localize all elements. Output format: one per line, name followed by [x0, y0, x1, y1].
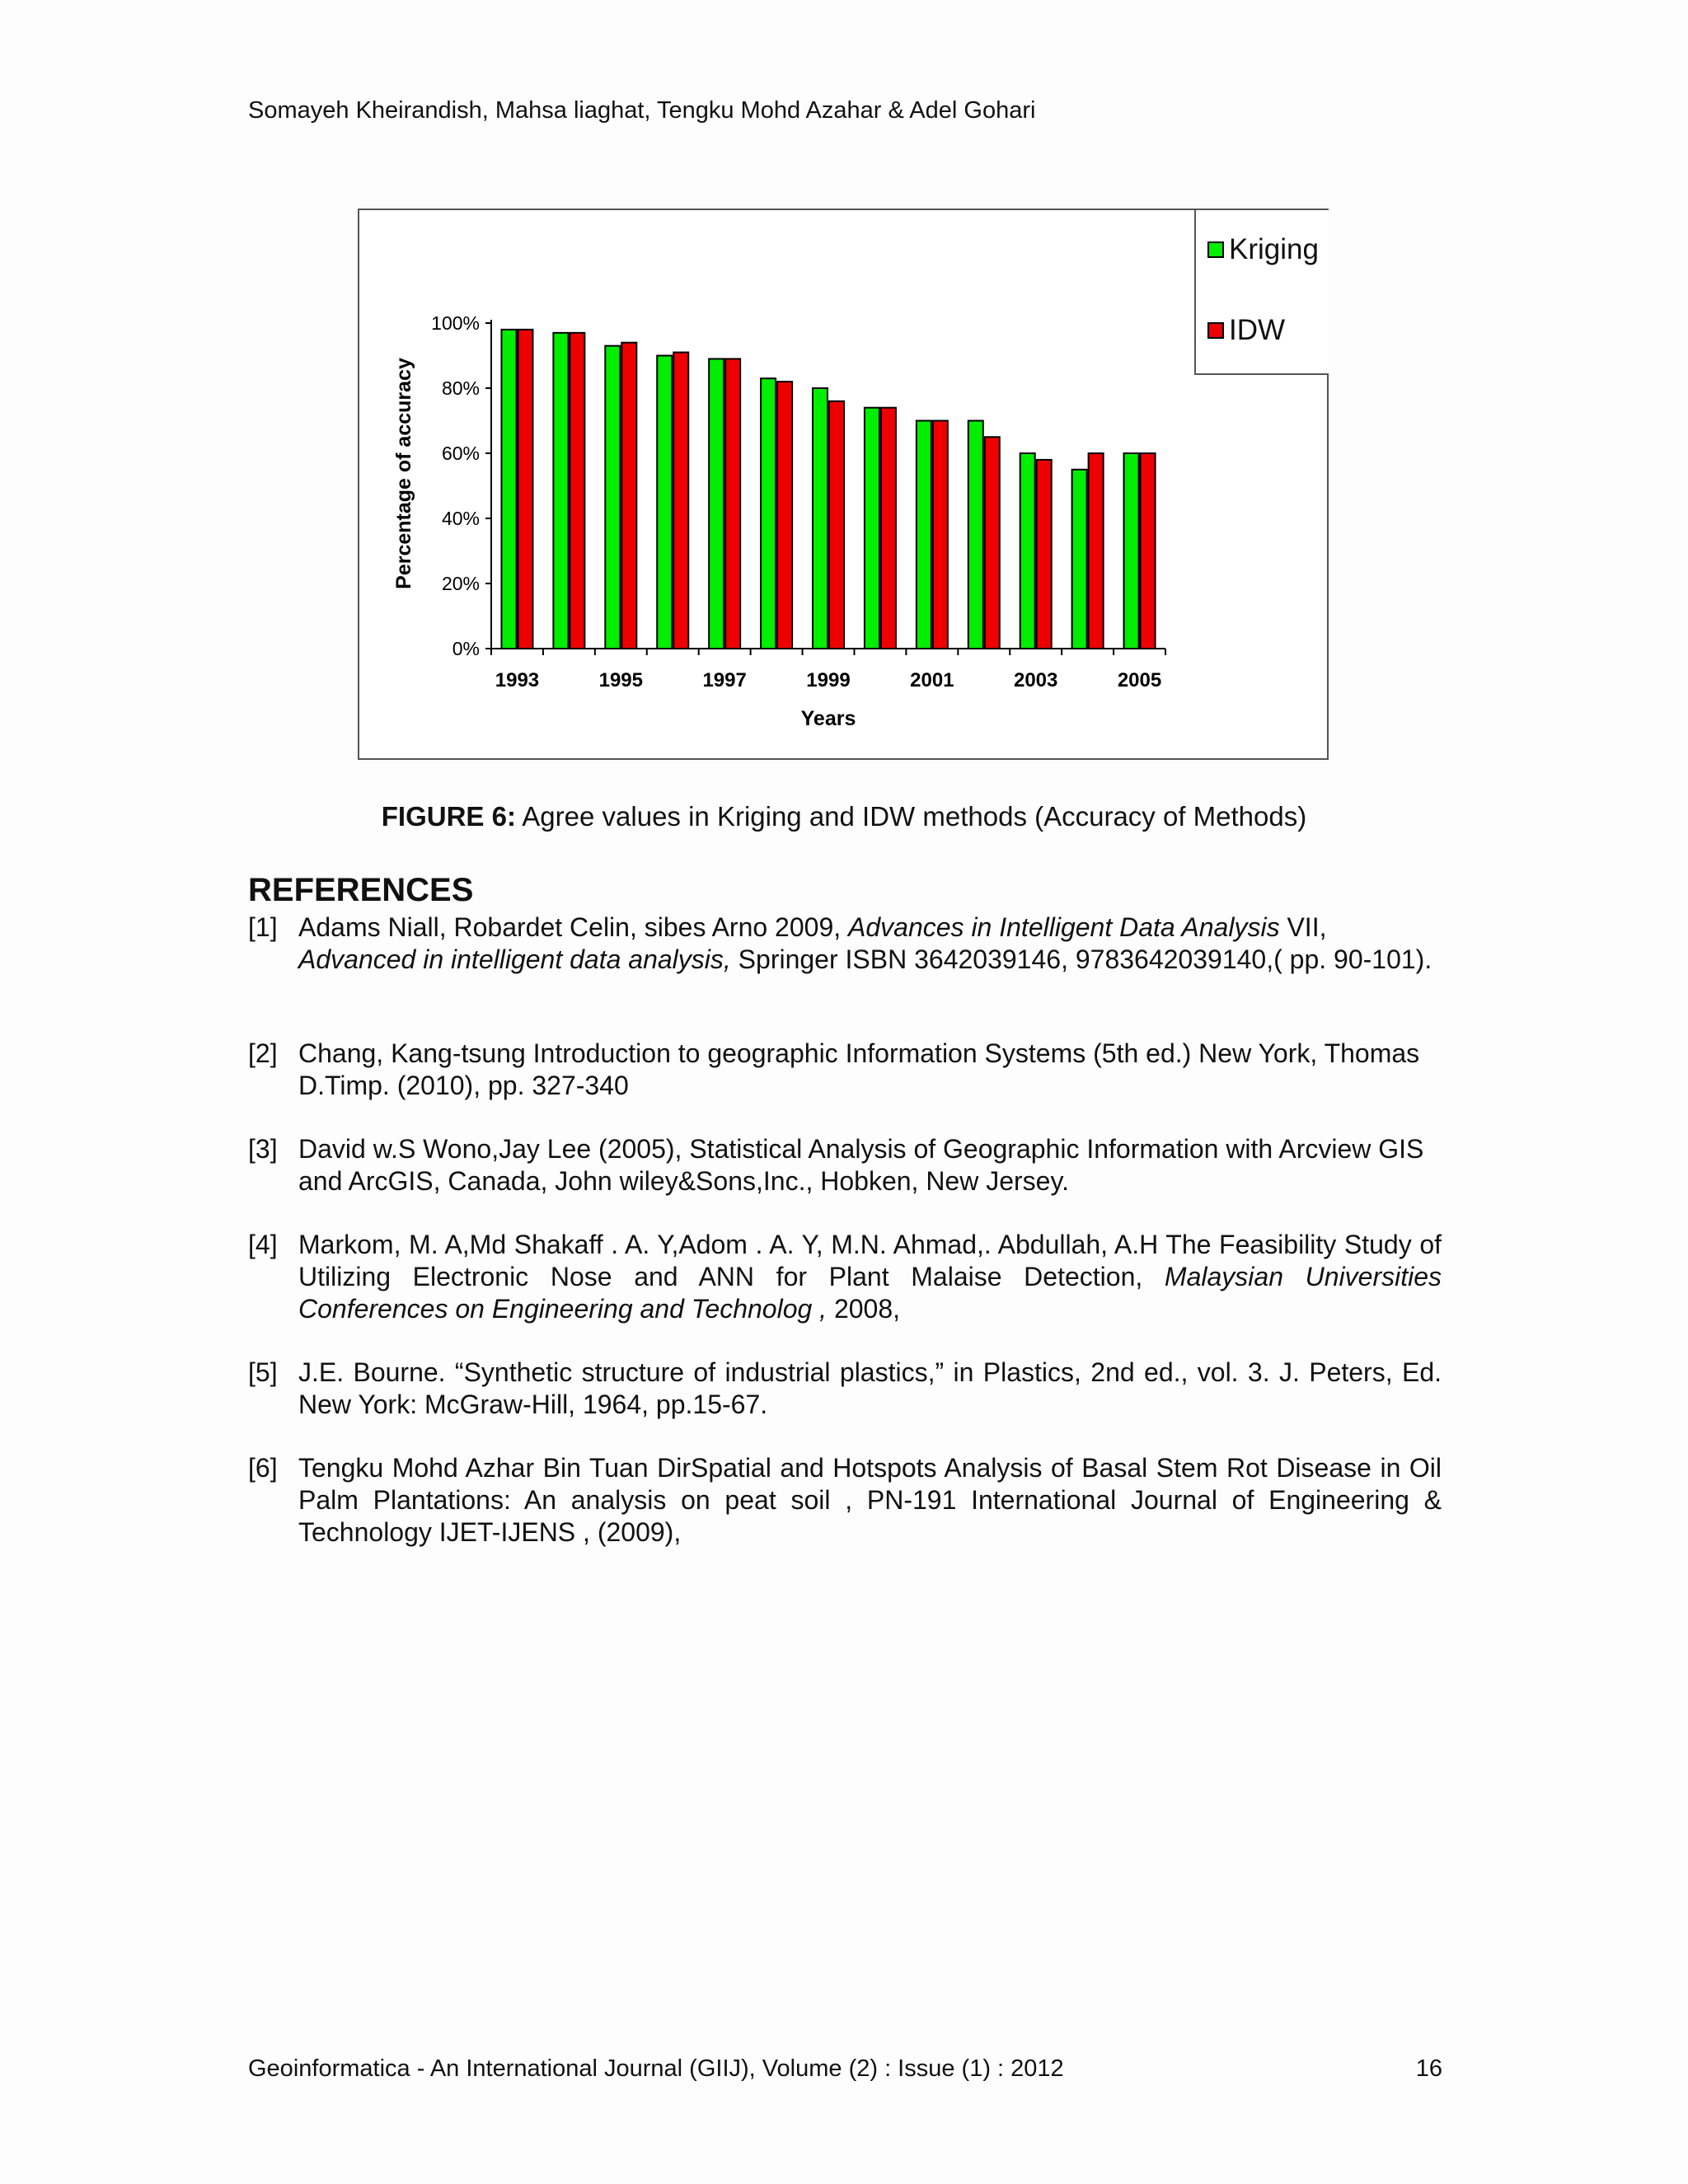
x-tick-label: 1995 [598, 669, 644, 691]
bar-idw-2003 [1037, 460, 1052, 649]
chart-legend [1194, 210, 1329, 375]
bar-idw-1993 [518, 330, 532, 649]
y-tick-label: 20% [441, 573, 480, 594]
reference-text-part: Springer ISBN 3642039146, 9783642039140,( pp. 90-101). [730, 944, 1432, 974]
bar-idw-2004 [1089, 453, 1104, 649]
bar-idw-1999 [829, 401, 844, 649]
figure-caption-text: Agree values in Kriging and IDW methods (Accuracy of Methods) [515, 801, 1307, 832]
bar-kriging-2001 [917, 421, 931, 649]
reference-item-6 [248, 1452, 1442, 1549]
accuracy-bar-chart [358, 209, 1329, 760]
x-tick-label: 1997 [702, 669, 747, 691]
bar-idw-2005 [1141, 453, 1156, 649]
reference-item-1 [248, 912, 1442, 976]
bar-idw-1998 [777, 382, 792, 649]
reference-text: J.E. Bourne. “Synthetic structure of industrial plastics,” in Plastics, 2nd ed., vol. 3. J. Peters, Ed. New York: McGraw-Hill, 1964, pp.15-67. [298, 1357, 1442, 1419]
reference-item-5 [248, 1357, 1442, 1421]
reference-text [298, 912, 1442, 976]
bar-kriging-1997 [709, 359, 724, 649]
legend-swatch-idw [1207, 322, 1224, 339]
bar-kriging-1993 [501, 330, 516, 649]
bar-kriging-1998 [761, 378, 776, 649]
bar-idw-2001 [933, 421, 948, 649]
legend-swatch-kriging [1207, 241, 1224, 258]
bar-idw-1997 [725, 359, 740, 649]
legend-label-kriging: Kriging [1229, 233, 1319, 265]
figure-caption [0, 801, 1688, 832]
x-tick-label: 2005 [1117, 669, 1162, 691]
x-axis-title: Years [800, 707, 856, 730]
legend-label-idw: IDW [1229, 314, 1286, 346]
page-number: 16 [1415, 2055, 1442, 2082]
running-head-authors: Somayeh Kheirandish, Mahsa liaghat, Tengku Mohd Azahar & Adel Gohari [248, 97, 1036, 124]
reference-item-4 [248, 1229, 1442, 1325]
reference-number: [4] [248, 1230, 278, 1259]
chart-plot-area [359, 210, 1327, 758]
legend-item-kriging [1207, 233, 1319, 266]
reference-text: David w.S Wono,Jay Lee (2005), Statistical Analysis of Geographic Information with Arcview GIS and ArcGIS, Canada, John wiley&Sons,Inc., Hobken, New Jersey. [298, 1134, 1424, 1196]
reference-text: Chang, Kang-tsung Introduction to geographic Information Systems (5th ed.) New York, Thomas D.Timp. (2010), pp. 327-340 [298, 1038, 1420, 1100]
reference-conference-title: Malaysian Universities Conferences on Engineering and Technolog , [298, 1262, 1442, 1324]
bar-kriging-2005 [1124, 453, 1139, 649]
page-footer-journal: Geoinformatica - An International Journal (GIIJ), Volume (2) : Issue (1) : 2012 [248, 2055, 1064, 2082]
x-tick-label: 1993 [495, 669, 540, 691]
reference-text-part: Adams Niall, Robardet Celin, sibes Arno 2009, [298, 912, 849, 942]
reference-book-title: Advances in Intelligent Data Analysis [848, 912, 1280, 942]
reference-item-2 [248, 1038, 1442, 1102]
reference-number: [1] [248, 912, 278, 942]
reference-number: [3] [248, 1134, 278, 1164]
bar-kriging-2000 [865, 408, 879, 649]
y-axis-title: Percentage of accuracy [392, 358, 415, 589]
y-tick-label: 60% [441, 443, 480, 464]
x-tick-label: 1999 [806, 669, 851, 691]
reference-text-part: VII, [1279, 912, 1327, 942]
bar-kriging-2003 [1020, 453, 1035, 649]
bar-kriging-1994 [553, 333, 568, 649]
bar-idw-2000 [881, 408, 896, 649]
bar-kriging-1999 [813, 388, 828, 649]
reference-number: [6] [248, 1453, 278, 1483]
bar-kriging-2004 [1072, 470, 1087, 649]
x-tick-label: 2001 [910, 669, 954, 691]
bar-kriging-1996 [657, 356, 672, 649]
reference-series-title: Advanced in intelligent data analysis, [298, 944, 731, 974]
reference-number: [2] [248, 1038, 278, 1068]
references-heading: REFERENCES [248, 872, 474, 908]
y-tick-label: 80% [441, 377, 480, 399]
y-tick-label: 40% [441, 508, 480, 529]
x-tick-label: 2003 [1013, 669, 1058, 691]
y-tick-label: 100% [431, 312, 480, 334]
bar-kriging-1995 [605, 346, 620, 649]
bar-kriging-2002 [968, 421, 983, 649]
bar-idw-2002 [985, 437, 1000, 649]
reference-text: Tengku Mohd Azhar Bin Tuan DirSpatial and Hotspots Analysis of Basal Stem Rot Disease in Oil Palm Plantations: An analysis on peat soil , PN-191 International Journal of Engineering & Technology IJET-IJENS , (2009), [298, 1453, 1442, 1547]
figure-caption-label: FIGURE 6: [381, 801, 516, 832]
bar-idw-1996 [673, 353, 688, 649]
reference-number: [5] [248, 1357, 278, 1387]
legend-item-idw [1207, 314, 1285, 347]
reference-text-part: Markom, M. A,Md Shakaff . A. Y,Adom . A. Y, M.N. Ahmad,. Abdullah, A.H The Feasibility Study of Utilizing Electronic Nose and ANN for Plant Malaise Detection, [298, 1230, 1442, 1291]
reference-text-part: 2008, [827, 1294, 901, 1324]
bar-idw-1994 [570, 333, 584, 649]
y-tick-label: 0% [452, 638, 480, 659]
reference-text [298, 1229, 1442, 1325]
reference-item-3 [248, 1133, 1442, 1197]
bar-idw-1995 [621, 343, 636, 649]
